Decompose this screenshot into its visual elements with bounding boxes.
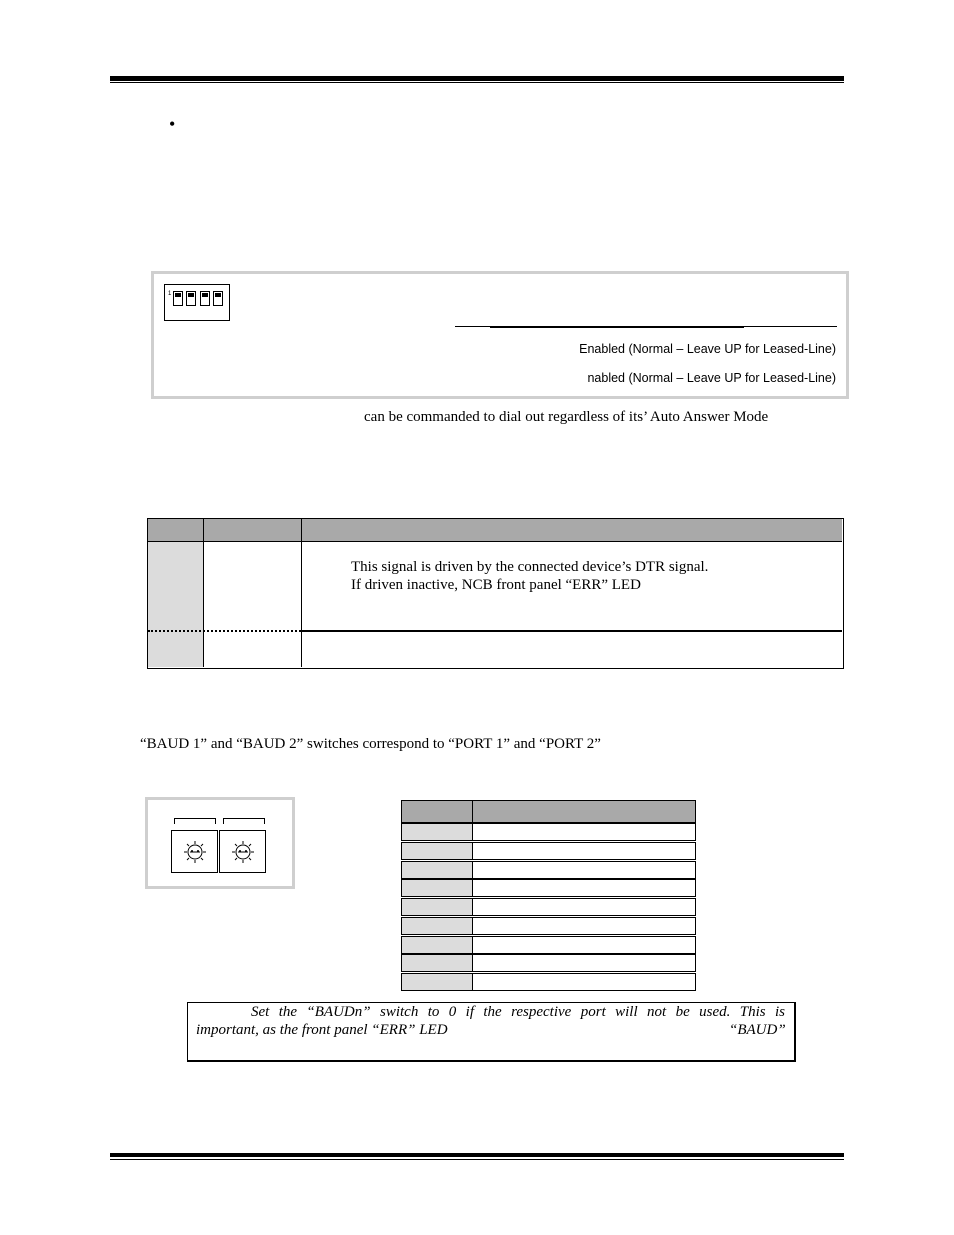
note-line1: Set the “BAUDn” switch to 0 if the respective port will not be used. This is	[251, 1004, 785, 1020]
baud-table-row	[401, 861, 696, 879]
baud2-bracket	[223, 818, 265, 824]
baud-table-row	[401, 917, 696, 935]
rotary-dial-icon	[183, 840, 207, 864]
dip-switch-index: 1	[168, 291, 172, 297]
baud1-rotary-switch	[171, 830, 218, 873]
signal-table-divider-2	[301, 519, 302, 667]
signal-description-line1: This signal is driven by the connected device’s DTR signal.	[351, 559, 709, 575]
baud-table-row	[401, 842, 696, 860]
header-rule	[110, 76, 844, 81]
dip-switch-2	[186, 291, 196, 306]
dip-switch-1	[173, 291, 183, 306]
dip-option-enabled: Enabled (Normal – Leave UP for Leased-Line)	[579, 342, 836, 356]
rotary-dial-icon	[231, 840, 255, 864]
signal-description-line2: If driven inactive, NCB front panel “ERR” LED	[351, 577, 641, 593]
baud-table-row	[401, 823, 696, 841]
baud-table-row	[401, 898, 696, 916]
dial-out-paragraph: can be commanded to dial out regardless of its’ Auto Answer Mode	[364, 409, 769, 425]
signal-table-divider-1	[203, 519, 204, 667]
bullet: •	[169, 114, 176, 134]
footer-rule-thin	[110, 1159, 844, 1160]
dip-option-disabled: nabled (Normal – Leave UP for Leased-Line)	[587, 371, 836, 385]
dip-switch-4	[213, 291, 223, 306]
footer-rule	[110, 1153, 844, 1157]
baud2-rotary-switch	[219, 830, 266, 873]
baud-table-header	[401, 800, 696, 823]
dip-switch-3	[200, 291, 210, 306]
baud-table-row	[401, 973, 696, 991]
baud-intro: “BAUD 1” and “BAUD 2” switches correspond to “PORT 1” and “PORT 2”	[140, 736, 601, 752]
dip-option-rule-bold	[490, 326, 744, 328]
signal-table-header	[148, 519, 842, 542]
baud1-bracket	[174, 818, 216, 824]
signal-table-pin-column	[148, 542, 203, 667]
note-line2-right: “BAUD”	[729, 1022, 786, 1038]
header-rule-thin	[110, 82, 844, 83]
note-line2-left: important, as the front panel “ERR” LED	[196, 1022, 448, 1038]
signal-table-row-separator-dotted	[148, 630, 301, 632]
baud-table-row	[401, 936, 696, 954]
signal-table-row-separator	[302, 630, 842, 632]
baud-table-row	[401, 954, 696, 972]
baud-table-row	[401, 879, 696, 897]
